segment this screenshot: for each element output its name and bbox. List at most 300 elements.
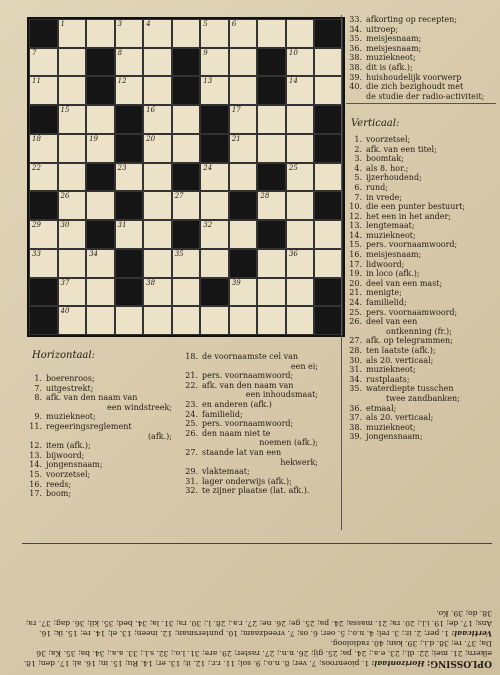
black-square (115, 278, 144, 307)
clue-row (178, 458, 328, 468)
clue-text: boomtak; (366, 154, 404, 164)
crossword-grid (27, 17, 345, 337)
clue-text: lengtemaat; (366, 221, 415, 231)
black-square (29, 105, 58, 134)
clue-number: 27. (185, 447, 198, 457)
grid-cell[interactable] (115, 48, 144, 77)
clue-row (346, 92, 496, 102)
clue-row (178, 477, 328, 487)
grid-cell[interactable] (314, 48, 343, 77)
clue-row (346, 173, 496, 183)
clue-number: 28. (349, 346, 362, 355)
clue-number: 34. (349, 374, 362, 384)
clue-text: dit is (afk.); (366, 62, 413, 72)
clue-row (346, 317, 496, 327)
clue-row (346, 145, 496, 155)
clue-text: jongensnaam; (366, 432, 423, 442)
clue-text: en anderen (afk.) (202, 399, 272, 409)
clue-number (22, 403, 42, 413)
black-square (257, 48, 286, 77)
grid-cell[interactable] (172, 105, 201, 134)
vertical-heading: Verticaal: (351, 118, 400, 130)
grid-cell[interactable] (229, 134, 258, 163)
black-square (86, 76, 115, 105)
clue-row (178, 438, 328, 448)
grid-cell[interactable] (314, 76, 343, 105)
clue-number: 29. (185, 467, 198, 477)
grid-cell[interactable] (115, 220, 144, 249)
clue-number: 38. (349, 422, 362, 432)
clue-number: 24. (349, 298, 362, 308)
clue-number: 35 (174, 249, 184, 258)
grid-cell[interactable] (86, 278, 115, 307)
clue-number: 10 (288, 48, 298, 57)
grid-cell[interactable] (143, 48, 172, 77)
clue-number: 27 (174, 192, 184, 201)
grid-cell[interactable] (257, 19, 286, 48)
clue-row (346, 384, 496, 394)
grid-cell[interactable] (286, 306, 315, 335)
clue-number: 9 (203, 48, 208, 57)
vertical-clues (346, 135, 496, 442)
grid-cell[interactable] (229, 220, 258, 249)
black-square (200, 105, 229, 134)
clue-text: waterdiepte tusschen (366, 384, 454, 394)
clue-text: voorzetsel; (46, 469, 91, 479)
clue-text: in loco (afk.); (366, 269, 420, 279)
grid-cell[interactable] (286, 249, 315, 278)
clue-row (178, 381, 328, 391)
black-square (115, 105, 144, 134)
grid-cell[interactable] (143, 249, 172, 278)
clue-text: item (afk.); (46, 441, 91, 451)
clue-text: huishoudelijk voorwerp (366, 72, 462, 82)
grid-cell[interactable] (286, 105, 315, 134)
grid-cell[interactable] (200, 76, 229, 105)
clue-number: 39. (349, 72, 362, 82)
grid-cell[interactable] (257, 306, 286, 335)
grid-cell[interactable] (143, 134, 172, 163)
clue-row (178, 410, 328, 420)
grid-cell[interactable] (172, 19, 201, 48)
solution-vertical-label: Verticaal: (451, 629, 492, 638)
grid-cell[interactable] (229, 76, 258, 105)
grid-cell[interactable] (29, 220, 58, 249)
clue-row (346, 164, 496, 174)
grid-cell[interactable] (58, 105, 87, 134)
clue-row (346, 279, 496, 289)
clue-number: 38. (349, 53, 362, 63)
clue-row (22, 403, 182, 413)
clue-row (346, 356, 496, 366)
clue-number: 31. (185, 476, 198, 486)
clue-number: 40 (60, 307, 70, 316)
clue-text: bijwoord; (46, 450, 85, 460)
black-square (314, 134, 343, 163)
clue-number: 22 (32, 163, 41, 172)
black-square (29, 306, 58, 335)
solution-vertical (22, 608, 492, 638)
clue-row (346, 73, 496, 83)
clue-text: muziekneot; (366, 422, 416, 432)
clue-row (178, 448, 328, 458)
clue-row (178, 390, 328, 400)
clue-number: 14. (29, 460, 42, 470)
grid-cell[interactable] (29, 249, 58, 278)
grid-cell[interactable] (86, 191, 115, 220)
grid-cell[interactable] (143, 19, 172, 48)
clue-number: 30 (60, 221, 70, 230)
clue-text: muziekneot; (366, 230, 416, 240)
clue-text: voorzetsel; (366, 134, 411, 144)
grid-cell[interactable] (314, 220, 343, 249)
clue-row (346, 375, 496, 385)
clue-number: 36. (349, 403, 362, 413)
grid-cell[interactable] (86, 19, 115, 48)
clue-row (346, 327, 496, 337)
grid-cell[interactable] (200, 19, 229, 48)
clue-number: 1. (354, 134, 362, 144)
clue-text: den naam niet te (202, 428, 271, 438)
clue-text: muziekneot; (366, 53, 416, 63)
grid-cell[interactable] (286, 48, 315, 77)
clue-text: boom; (46, 489, 72, 499)
grid-cell[interactable] (143, 163, 172, 192)
grid-cell[interactable] (286, 163, 315, 192)
grid-cell[interactable] (58, 76, 87, 105)
clue-row (346, 15, 496, 25)
black-square (172, 163, 201, 192)
clue-number: 35. (349, 384, 362, 394)
clue-number: 32. (185, 486, 198, 496)
grid-cell[interactable] (200, 306, 229, 335)
clue-number: 36. (349, 43, 362, 53)
grid-cell[interactable] (257, 134, 286, 163)
grid-cell[interactable] (29, 163, 58, 192)
grid-cell[interactable] (58, 19, 87, 48)
grid-cell[interactable] (143, 191, 172, 220)
clue-text: als 20. verticaal; (366, 413, 434, 423)
horizontal-clues-continued (346, 15, 496, 101)
clue-row (178, 352, 328, 362)
clue-number: 1. (34, 374, 42, 383)
grid-cell[interactable] (143, 220, 172, 249)
grid-cell[interactable] (229, 306, 258, 335)
black-square (29, 191, 58, 220)
grid-cell[interactable] (257, 278, 286, 307)
clue-text: meisjesnaam; (366, 250, 422, 260)
clue-text: het een in het ander; (366, 211, 452, 221)
clue-number: 4. (354, 163, 362, 173)
grid-cell[interactable] (172, 249, 201, 278)
clue-number: 15. (29, 469, 42, 479)
clue-text: ijzerhoudend; (366, 173, 422, 183)
black-square (29, 19, 58, 48)
clue-number: 3. (354, 154, 362, 164)
clue-number: 15. (349, 240, 362, 250)
clue-number: 19 (89, 134, 98, 143)
clue-number: 27. (349, 336, 362, 346)
clue-number: 23. (185, 399, 198, 409)
black-square (314, 306, 343, 335)
clue-number (178, 438, 198, 448)
grid-cell[interactable] (172, 191, 201, 220)
clue-row (346, 394, 496, 404)
black-square (172, 76, 201, 105)
clue-number: 11 (32, 77, 41, 86)
clue-number: 31. (349, 365, 362, 375)
grid-cell[interactable] (143, 278, 172, 307)
clue-text: afk. van den naam van (46, 393, 138, 403)
clue-text: rund; (366, 182, 388, 192)
clue-text: regeeringsreglement (46, 421, 132, 431)
clue-number: 21. (349, 288, 362, 298)
clue-number: 21 (231, 134, 241, 143)
solution-horizontal (22, 638, 492, 668)
grid-cell[interactable] (286, 19, 315, 48)
clue-text: meisjesnaam; (366, 43, 422, 53)
clue-row (178, 467, 328, 477)
clue-text: een ei; (290, 361, 318, 371)
grid-cell[interactable] (200, 191, 229, 220)
grid-cell[interactable] (286, 220, 315, 249)
grid-cell[interactable] (286, 191, 315, 220)
clue-number: 32 (203, 221, 213, 230)
clue-number: 2. (354, 144, 362, 154)
solution-heading: OPLOSSING: (426, 658, 492, 668)
clue-text: etmaal; (366, 403, 397, 413)
clue-number: 6. (354, 182, 362, 192)
grid-cell[interactable] (58, 278, 87, 307)
clue-number: 26. (185, 428, 198, 438)
clue-number: 28 (260, 192, 270, 201)
clue-number: 39. (349, 432, 362, 442)
clue-row (22, 393, 182, 403)
grid-cell[interactable] (286, 278, 315, 307)
clue-number: 11. (29, 421, 42, 431)
clue-row (178, 419, 328, 429)
black-square (172, 48, 201, 77)
clue-text: noemen (afk.); (259, 438, 318, 448)
clue-number (178, 458, 198, 468)
clue-text: staande lat van een (202, 447, 282, 457)
black-square (314, 19, 343, 48)
black-square (200, 134, 229, 163)
clue-number: 12. (29, 441, 42, 451)
clue-text: afk. van den naam van (202, 380, 294, 390)
clue-row (22, 374, 182, 384)
grid-cell[interactable] (257, 191, 286, 220)
clue-row (346, 413, 496, 423)
grid-cell[interactable] (29, 76, 58, 105)
black-square (314, 105, 343, 134)
grid-cell[interactable] (200, 163, 229, 192)
clue-number (346, 92, 362, 102)
black-square (86, 220, 115, 249)
clue-text: reeds; (46, 479, 72, 489)
clue-text: als 20. verticaal; (366, 355, 434, 365)
clue-row (178, 362, 328, 372)
clue-number: 4 (146, 20, 151, 28)
grid-cell[interactable] (286, 76, 315, 105)
clue-text: hekwerk; (280, 457, 318, 467)
clue-row (346, 34, 496, 44)
grid-cell[interactable] (286, 134, 315, 163)
clue-number: 33. (349, 15, 362, 24)
clue-number (22, 432, 42, 442)
clue-row (346, 25, 496, 35)
clue-text: de voornaamste cel van (202, 352, 299, 361)
clue-text: een inhoudsmaat; (245, 390, 318, 400)
clue-text: jongensnaam; (46, 460, 103, 470)
grid-cell[interactable] (86, 134, 115, 163)
clue-text: lager onderwijs (afk.); (202, 476, 292, 486)
clue-row (346, 193, 496, 203)
grid-cell[interactable] (58, 134, 87, 163)
grid-cell[interactable] (172, 306, 201, 335)
clue-number: 38 (146, 278, 156, 287)
grid-cell[interactable] (115, 306, 144, 335)
clue-text: die een punter bestuurt; (366, 202, 466, 212)
grid-cell[interactable] (257, 105, 286, 134)
clue-number: 33 (32, 249, 41, 258)
clue-number: 26 (60, 192, 70, 201)
grid-cell[interactable] (29, 48, 58, 77)
grid-cell[interactable] (115, 19, 144, 48)
clue-row (22, 480, 182, 490)
grid-cell[interactable] (115, 76, 144, 105)
grid-cell[interactable] (143, 76, 172, 105)
clue-number (178, 390, 198, 400)
grid-cell[interactable] (143, 105, 172, 134)
clue-number: 12 (117, 77, 127, 86)
clue-row (22, 432, 182, 442)
clue-number: 34. (349, 24, 362, 34)
solution-horizontal-text: 1. pioenroos; 7. ver; 8. n.o.; 9. sol; 11. r.r.; 12. it; 13. er; 14. Ru; 15. in; 16. al; 17. den; 18. eikern; 21. mei; 22. dl.; 23. e.a.; 24. pa; 25. gij; 26. n.n.; 27. raster; 29. are; 31. l.o.; 32. s.l.; 33. a.a.; 34. ba; 35. Ka; 36 Da; 37. re; 38. d.i.; 39. kan; 40. radioloog. (23, 639, 492, 668)
grid-cell[interactable] (86, 105, 115, 134)
clue-text: pers. voornaamwoord; (366, 307, 458, 317)
clue-number: 13. (349, 221, 362, 231)
clue-text: een windstreek; (107, 402, 172, 412)
grid-cell[interactable] (58, 48, 87, 77)
clue-row (346, 308, 496, 318)
grid-cell[interactable] (200, 220, 229, 249)
clue-number: 21. (185, 371, 198, 381)
clue-text: ten laatste (afk.); (366, 346, 436, 355)
grid-cell[interactable] (58, 191, 87, 220)
clue-row (178, 486, 328, 496)
grid-cell[interactable] (229, 278, 258, 307)
solution-horizontal-label: Horizontaal: (371, 659, 425, 668)
grid-cell[interactable] (314, 249, 343, 278)
horizontal-heading: Horizontaal: (32, 350, 95, 361)
clue-text: rustplaats; (366, 374, 410, 384)
grid-cell[interactable] (172, 134, 201, 163)
grid-cell[interactable] (29, 134, 58, 163)
grid-cell[interactable] (86, 306, 115, 335)
clue-number: 7 (32, 48, 37, 57)
grid-cell[interactable] (58, 220, 87, 249)
grid-cell[interactable] (229, 19, 258, 48)
clue-row (346, 82, 496, 92)
clue-number: 16. (349, 250, 362, 260)
clue-number: 25 (288, 163, 298, 172)
clue-number: 5. (354, 173, 362, 183)
black-square (115, 249, 144, 278)
clue-number: 22. (185, 380, 198, 390)
clue-text: te zijner plaatse (lat. afk.). (202, 486, 310, 496)
clue-number: 1 (60, 20, 65, 28)
grid-cell[interactable] (200, 249, 229, 278)
clue-row (22, 441, 182, 451)
clue-row (346, 183, 496, 193)
grid-cell[interactable] (58, 249, 87, 278)
clue-number: 17 (231, 106, 241, 115)
clue-row (346, 432, 496, 442)
grid-cell[interactable] (86, 249, 115, 278)
clue-number: 5 (203, 20, 208, 28)
clue-number: 16. (29, 479, 42, 489)
clue-number: 18 (32, 134, 41, 143)
clue-text: de studie der radio-activiteit; (366, 91, 485, 101)
clue-number: 37 (60, 278, 70, 287)
black-square (257, 163, 286, 192)
grid-cell[interactable] (314, 163, 343, 192)
clue-text: meisjesnaam; (366, 34, 422, 44)
grid-cell[interactable] (229, 163, 258, 192)
clue-text: pers. voornaamwoord; (366, 240, 458, 250)
clue-number: 31 (117, 221, 127, 230)
clue-text: pers. voornaamwoord; (202, 371, 294, 381)
clue-number (346, 327, 362, 337)
clue-row (346, 336, 496, 346)
clue-row (346, 346, 496, 356)
grid-cell[interactable] (172, 278, 201, 307)
clue-text: twee zandbanken; (386, 393, 460, 403)
clue-row (22, 412, 182, 422)
clue-number: 29 (32, 221, 41, 230)
black-square (172, 220, 201, 249)
clue-text: deel van een (366, 317, 418, 327)
grid-cell[interactable] (143, 306, 172, 335)
grid-cell[interactable] (229, 105, 258, 134)
grid-cell[interactable] (115, 163, 144, 192)
clue-row (346, 154, 496, 164)
clue-number: 24. (185, 409, 198, 419)
grid-cell[interactable] (58, 163, 87, 192)
grid-cell[interactable] (229, 48, 258, 77)
clue-row (346, 404, 496, 414)
clue-number: 6 (231, 20, 237, 28)
black-square (200, 278, 229, 307)
clue-row (346, 231, 496, 241)
divider-line (346, 103, 496, 104)
clue-row (346, 423, 496, 433)
clue-text: deel van een mast; (366, 278, 443, 288)
clue-row (22, 489, 182, 499)
clue-text: in vrede; (366, 192, 402, 202)
clue-number: 23 (117, 163, 127, 172)
clue-number: 15 (60, 106, 70, 115)
clue-number: 16 (146, 106, 156, 115)
clue-number: 26. (349, 317, 362, 327)
clue-number: 34 (89, 249, 98, 258)
grid-cell[interactable] (58, 306, 87, 335)
grid-cell[interactable] (200, 48, 229, 77)
clue-number: 24 (203, 163, 213, 172)
clue-text: familielid; (202, 409, 243, 419)
grid-cell[interactable] (257, 249, 286, 278)
